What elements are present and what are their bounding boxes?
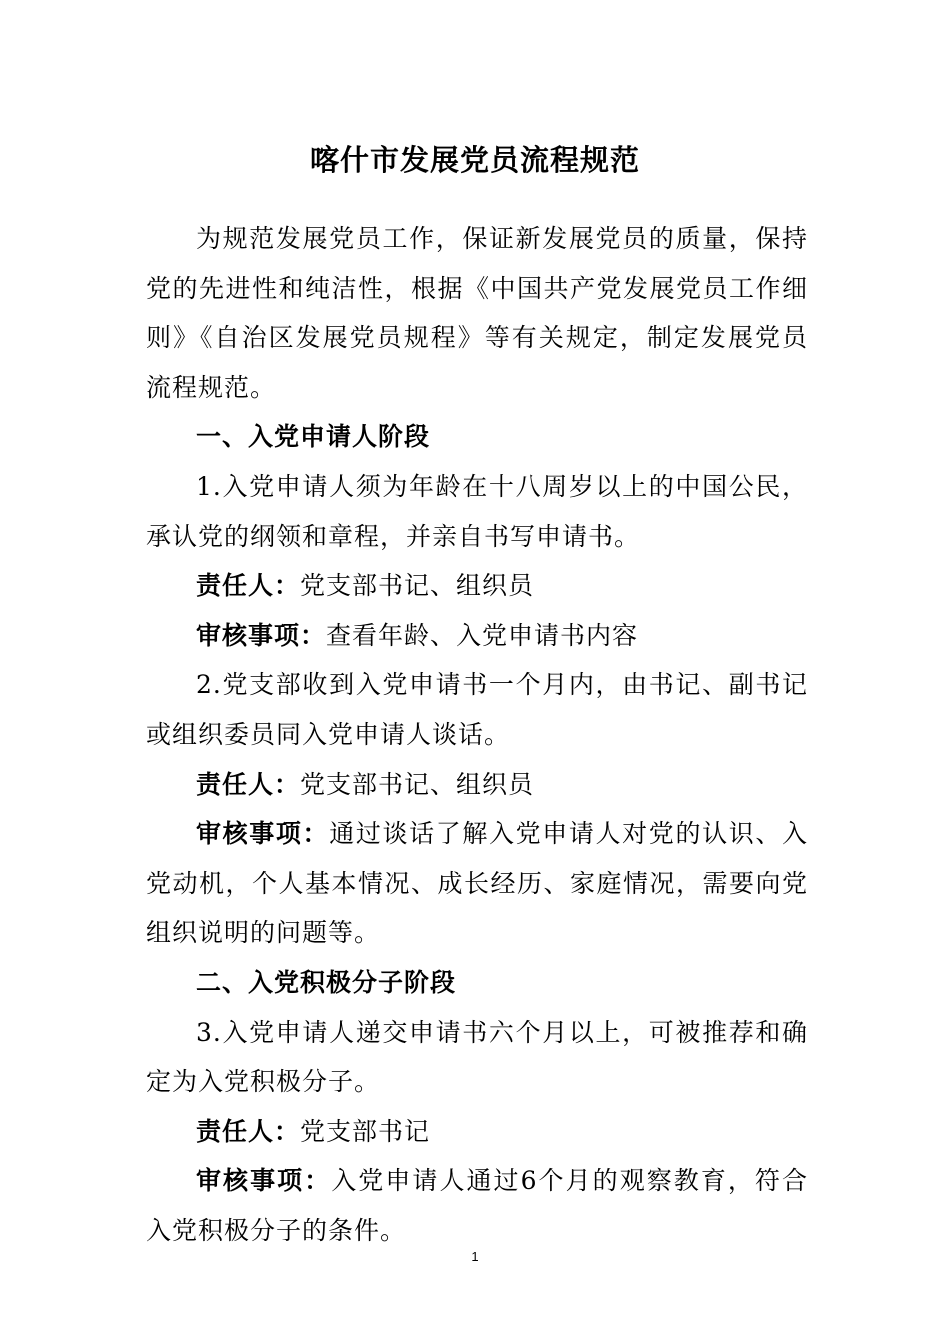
item-3-review <box>146 1156 808 1255</box>
item-2-review <box>146 809 808 958</box>
document-body <box>146 214 808 1255</box>
review-label: 审核事项： <box>196 819 330 849</box>
review-label: 审核事项： <box>196 1166 332 1196</box>
item-3-responsible <box>146 1107 808 1157</box>
responsible-label: 责任人： <box>196 1116 301 1146</box>
section-heading-activist: 二、入党积极分子阶段 <box>196 967 457 997</box>
review-value: 入党申请人通过6个月的观察教育，符合入党积极分子的条件。 <box>146 1166 808 1245</box>
item-3-text: 3.入党申请人递交申请书六个月以上，可被推荐和确定为入党积极分子。 <box>146 1017 808 1097</box>
responsible-label: 责任人： <box>196 571 301 601</box>
document-title: 喀什市发展党员流程规范 <box>309 143 640 177</box>
item-2-text: 2.党支部收到入党申请书一个月内，由书记、副书记或组织委员同入党申请人谈话。 <box>146 670 808 749</box>
item-1-text: 1.入党申请人须为年龄在十八周岁以上的中国公民，承认党的纲领和章程，并亲自书写申请书。 <box>146 471 808 551</box>
responsible-value: 党支部书记、组织员 <box>300 769 535 799</box>
responsible-value: 党支部书记 <box>300 1116 431 1146</box>
section-heading-applicant: 一、入党申请人阶段 <box>196 422 431 452</box>
intro-paragraph: 为规范发展党员工作，保证新发展党员的质量，保持党的先进性和纯洁性，根据《中国共产党发展党员工作细则》《自治区发展党员规程》等有关规定，制定发展党员流程规范。 <box>146 224 808 402</box>
item-1-review <box>146 611 808 661</box>
review-label: 审核事项： <box>196 620 327 650</box>
review-value: 通过谈话了解入党申请人对党的认识、入党动机，个人基本情况、成长经历、家庭情况，需要向党组织说明的问题等。 <box>146 819 808 948</box>
item-2-responsible <box>146 760 808 810</box>
responsible-label: 责任人： <box>196 769 301 799</box>
review-value: 查看年龄、入党申请书内容 <box>326 620 639 650</box>
page-number: 1 <box>471 1249 479 1264</box>
item-1-responsible <box>146 561 808 611</box>
responsible-value: 党支部书记、组织员 <box>300 571 535 601</box>
